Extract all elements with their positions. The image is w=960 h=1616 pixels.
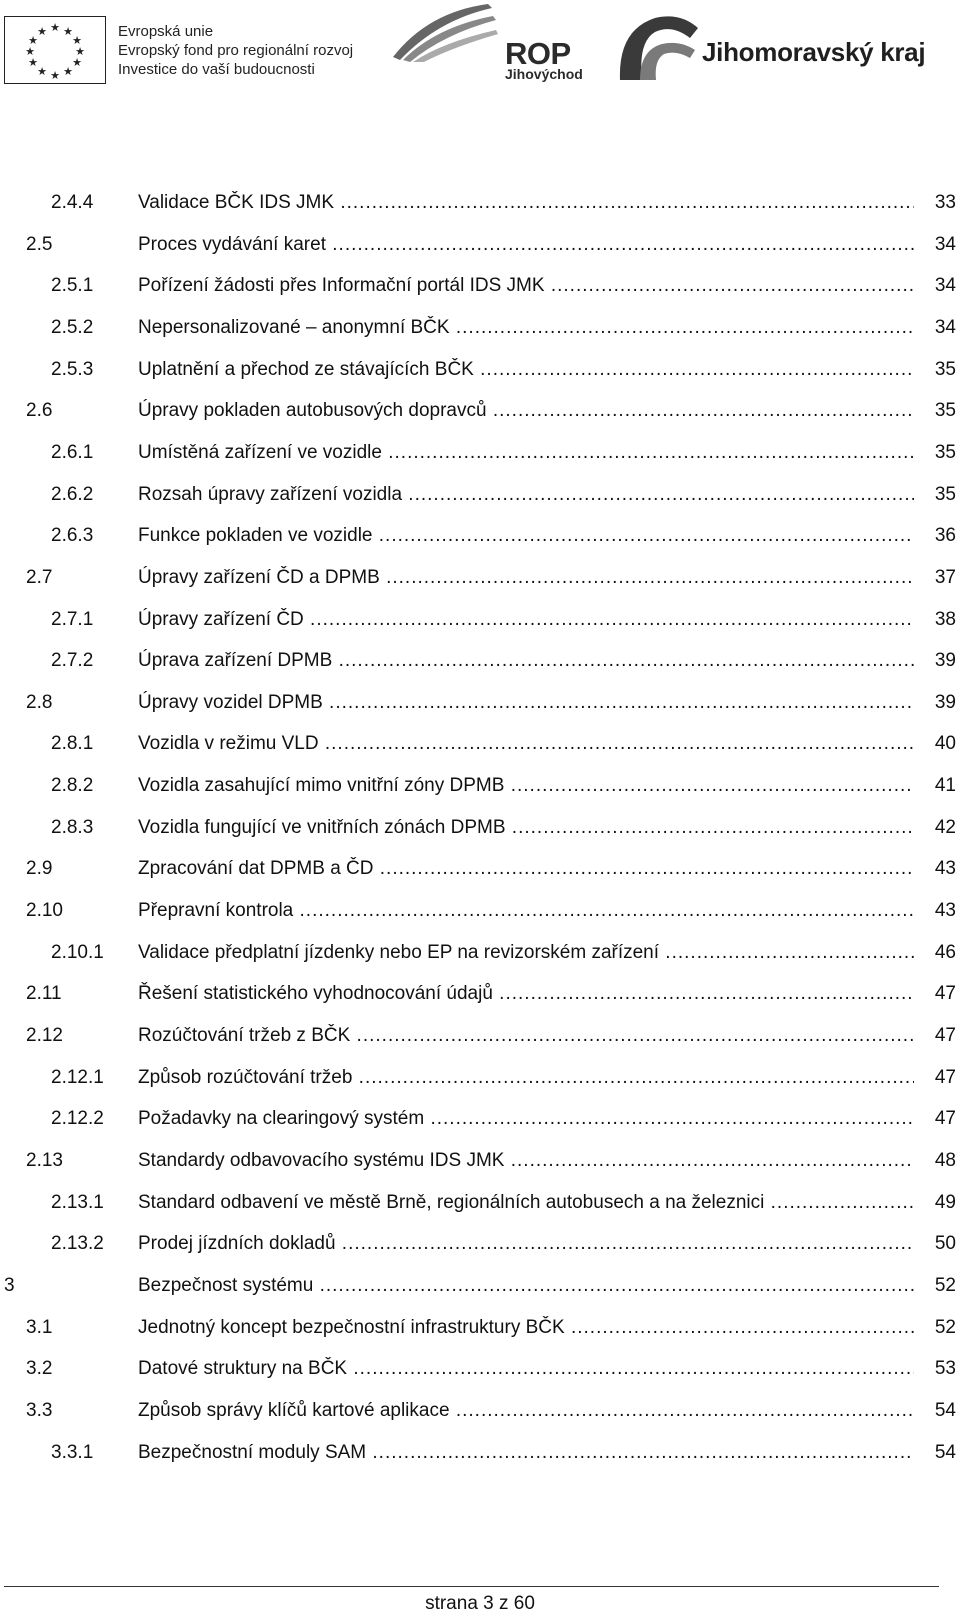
toc-entry-page: 40 (914, 732, 956, 756)
toc-entry[interactable] (0, 1066, 960, 1109)
footer-divider (4, 1586, 939, 1587)
toc-entry[interactable] (0, 191, 960, 234)
toc-entry[interactable] (0, 857, 960, 900)
toc-entry-number: 3 (4, 1274, 15, 1296)
page-header (0, 0, 960, 90)
svg-text:★: ★ (28, 35, 38, 47)
svg-text:★: ★ (72, 35, 82, 47)
toc-entry-page: 47 (914, 982, 956, 1006)
toc-entry[interactable] (0, 441, 960, 484)
toc-entry-title: Rozsah úpravy zařízení vozidla ..... (138, 483, 934, 507)
toc-entry-title: Bezpečnostní moduly SAM ..... (138, 1441, 934, 1465)
toc-entry-title: Standard odbavení ve městě Brně, regionálních autobusech a na železnici ..... (138, 1191, 934, 1215)
toc-entry-page: 39 (914, 649, 956, 673)
eu-text (118, 22, 353, 79)
toc-entry-title: Bezpečnost systému ..... (138, 1274, 934, 1298)
toc-entry[interactable] (0, 483, 960, 526)
toc-entry[interactable] (0, 732, 960, 775)
svg-text:★: ★ (63, 66, 73, 78)
toc-entry-title: Vozidla v režimu VLD ..... (138, 732, 934, 756)
toc-entry[interactable] (0, 1024, 960, 1067)
toc-entry-page: 50 (914, 1232, 956, 1256)
toc-entry-page: 35 (914, 441, 956, 465)
toc-entry-number: 2.11 (26, 983, 62, 1005)
toc-entry[interactable] (0, 1357, 960, 1400)
svg-text:★: ★ (72, 57, 82, 69)
toc-entry-page: 33 (914, 191, 956, 215)
toc-entry-page: 34 (914, 233, 956, 257)
svg-text:★: ★ (25, 46, 35, 58)
toc-entry[interactable] (0, 316, 960, 359)
toc-entry-page: 38 (914, 608, 956, 632)
toc-entry[interactable] (0, 524, 960, 567)
toc-entry-number: 2.5 (26, 233, 53, 255)
toc-entry-page: 47 (914, 1066, 956, 1090)
svg-text:★: ★ (63, 26, 73, 38)
toc-entry-page: 37 (914, 566, 956, 590)
toc-entry[interactable] (0, 1316, 960, 1359)
page-number: strana 3 z 60 (425, 1593, 535, 1614)
toc-entry-number: 2.6.2 (51, 483, 94, 505)
toc-entry[interactable] (0, 1149, 960, 1192)
toc-entry-title: Nepersonalizované – anonymní BČK ..... (138, 316, 934, 340)
toc-entry[interactable] (0, 899, 960, 942)
toc-entry-title: Vozidla fungující ve vnitřních zónách DPMB ..... (138, 816, 934, 840)
toc-entry[interactable] (0, 1399, 960, 1442)
toc-entry-number: 2.13.1 (51, 1191, 104, 1213)
toc-entry-page: 54 (914, 1399, 956, 1423)
toc-entry-number: 2.7.1 (51, 608, 94, 630)
toc-entry-page: 47 (914, 1107, 956, 1131)
toc-entry[interactable] (0, 816, 960, 859)
toc-entry-page: 35 (914, 358, 956, 382)
toc-entry-page: 43 (914, 899, 956, 923)
eu-line-1: Evropská unie (118, 23, 214, 40)
toc-entry-number: 2.10 (26, 900, 63, 922)
toc-entry-title: Způsob rozúčtování tržeb ..... (138, 1066, 934, 1090)
toc-entry[interactable] (0, 774, 960, 817)
svg-text:★: ★ (75, 46, 85, 58)
toc-entry[interactable] (0, 1191, 960, 1234)
toc-entry-page: 52 (914, 1316, 956, 1340)
toc-entry-title: Validace BČK IDS JMK ..... (138, 191, 934, 215)
toc-entry-number: 2.5.3 (51, 358, 94, 380)
toc-entry[interactable] (0, 1441, 960, 1484)
toc-entry-number: 2.5.1 (51, 275, 94, 297)
toc-entry[interactable] (0, 608, 960, 651)
toc-entry[interactable] (0, 1107, 960, 1150)
toc-entry-number: 2.8 (26, 691, 53, 713)
region-title: Jihomoravský kraj (702, 37, 926, 67)
toc-entry-page: 42 (914, 816, 956, 840)
toc-entry-number: 2.8.3 (51, 816, 94, 838)
toc-entry-title: Způsob správy klíčů kartové aplikace ..... (138, 1399, 934, 1423)
toc-entry[interactable] (0, 941, 960, 984)
toc-entry-page: 52 (914, 1274, 956, 1298)
toc-entry-number: 2.6.3 (51, 525, 94, 547)
toc-entry-title: Datové struktury na BČK ..... (138, 1357, 934, 1381)
toc-entry-page: 35 (914, 483, 956, 507)
eu-flag-logo (4, 16, 106, 84)
toc-entry-title: Funkce pokladen ve vozidle ..... (138, 524, 934, 548)
toc-entry-title: Úpravy vozidel DPMB ..... (138, 691, 934, 715)
toc-entry-page: 53 (914, 1357, 956, 1381)
toc-entry-title: Řešení statistického vyhodnocování údajů ..... (138, 982, 934, 1006)
svg-text:★: ★ (50, 70, 60, 82)
toc-entry-title: Přepravní kontrola ..... (138, 899, 934, 923)
toc-entry[interactable] (0, 274, 960, 317)
toc-entry-title: Validace předplatní jízdenky nebo EP na revizorském zařízení ..... (138, 941, 934, 965)
toc-entry-page: 39 (914, 691, 956, 715)
toc-entry[interactable] (0, 1274, 960, 1317)
toc-entry-number: 2.7.2 (51, 650, 94, 672)
toc-entry-title: Jednotný koncept bezpečnostní infrastruktury BČK ..... (138, 1316, 934, 1340)
toc-entry[interactable] (0, 399, 960, 442)
toc-entry-number: 2.6 (26, 400, 53, 422)
toc-entry-number: 3.2 (26, 1358, 53, 1380)
toc-entry-title: Prodej jízdních dokladů ..... (138, 1232, 934, 1256)
toc-entry-number: 2.8.2 (51, 775, 94, 797)
toc-entry-page: 43 (914, 857, 956, 881)
toc-entry-page: 34 (914, 316, 956, 340)
toc-entry-number: 2.10.1 (51, 941, 104, 963)
toc-entry-number: 3.3.1 (51, 1441, 94, 1463)
toc-entry-title: Uplatnění a přechod ze stávajících BČK ..... (138, 358, 934, 382)
toc-entry-page: 47 (914, 1024, 956, 1048)
toc-entry-title: Umístěná zařízení ve vozidle ..... (138, 441, 934, 465)
toc-entry-number: 3.3 (26, 1399, 53, 1421)
toc-entry-number: 2.7 (26, 566, 53, 588)
toc-entry-title: Úpravy zařízení ČD a DPMB ..... (138, 566, 934, 590)
toc-entry[interactable] (0, 649, 960, 692)
toc-entry-title: Požadavky na clearingový systém ..... (138, 1107, 934, 1131)
toc-entry-title: Úpravy zařízení ČD ..... (138, 608, 934, 632)
toc-entry-number: 2.6.1 (51, 441, 94, 463)
toc-entry-number: 2.5.2 (51, 316, 94, 338)
toc-entry-number: 2.13 (26, 1149, 63, 1171)
toc-entry-page: 54 (914, 1441, 956, 1465)
toc-entry-page: 48 (914, 1149, 956, 1173)
toc-entry-number: 2.12 (26, 1025, 63, 1046)
toc-entry-page: 34 (914, 274, 956, 298)
toc-entry-number: 2.12.2 (51, 1108, 104, 1130)
toc-entry-title: Standardy odbavovacího systému IDS JMK ..... (138, 1149, 934, 1173)
toc-entry[interactable] (0, 233, 960, 276)
toc-entry-title: Úprava zařízení DPMB ..... (138, 649, 934, 673)
toc-entry-number: 3.1 (26, 1316, 53, 1338)
toc-entry-title: Úpravy pokladen autobusových dopravců ..... (138, 399, 934, 423)
jmk-logo (610, 10, 700, 84)
toc-entry[interactable] (0, 691, 960, 734)
toc-entry-number: 2.13.2 (51, 1233, 104, 1255)
toc-entry[interactable] (0, 358, 960, 401)
toc-entry-page: 36 (914, 524, 956, 548)
toc-entry-number: 2.12.1 (51, 1066, 104, 1088)
toc-entry-title: Proces vydávání karet ..... (138, 233, 934, 257)
svg-text:★: ★ (50, 22, 60, 34)
toc-entry-page: 35 (914, 399, 956, 423)
toc-entry-page: 46 (914, 941, 956, 965)
toc-entry-number: 2.8.1 (51, 733, 94, 755)
toc-entry-title: Rozúčtování tržeb z BČK ..... (138, 1024, 934, 1048)
toc-entry-page: 49 (914, 1191, 956, 1215)
rop-subtitle: Jihovýchod (505, 66, 583, 82)
toc-entry[interactable] (0, 982, 960, 1025)
toc-entry-number: 2.4.4 (51, 192, 94, 213)
eu-line-3: Investice do vaší budoucnosti (118, 61, 315, 78)
toc-entry-title: Zpracování dat DPMB a ČD ..... (138, 857, 934, 881)
toc-entry[interactable] (0, 566, 960, 609)
toc-entry-title: Pořízení žádosti přes Informační portál IDS JMK ..... (138, 274, 934, 298)
svg-text:★: ★ (37, 66, 47, 78)
svg-text:★: ★ (37, 26, 47, 38)
toc-entry-title: Vozidla zasahující mimo vnitřní zóny DPMB ..... (138, 774, 934, 798)
rop-title: ROP (505, 36, 571, 71)
toc-entry[interactable] (0, 1232, 960, 1275)
toc-entry-number: 2.9 (26, 858, 53, 880)
toc-entry-page: 41 (914, 774, 956, 798)
eu-line-2: Evropský fond pro regionální rozvoj (118, 42, 354, 59)
svg-text:★: ★ (28, 57, 38, 69)
